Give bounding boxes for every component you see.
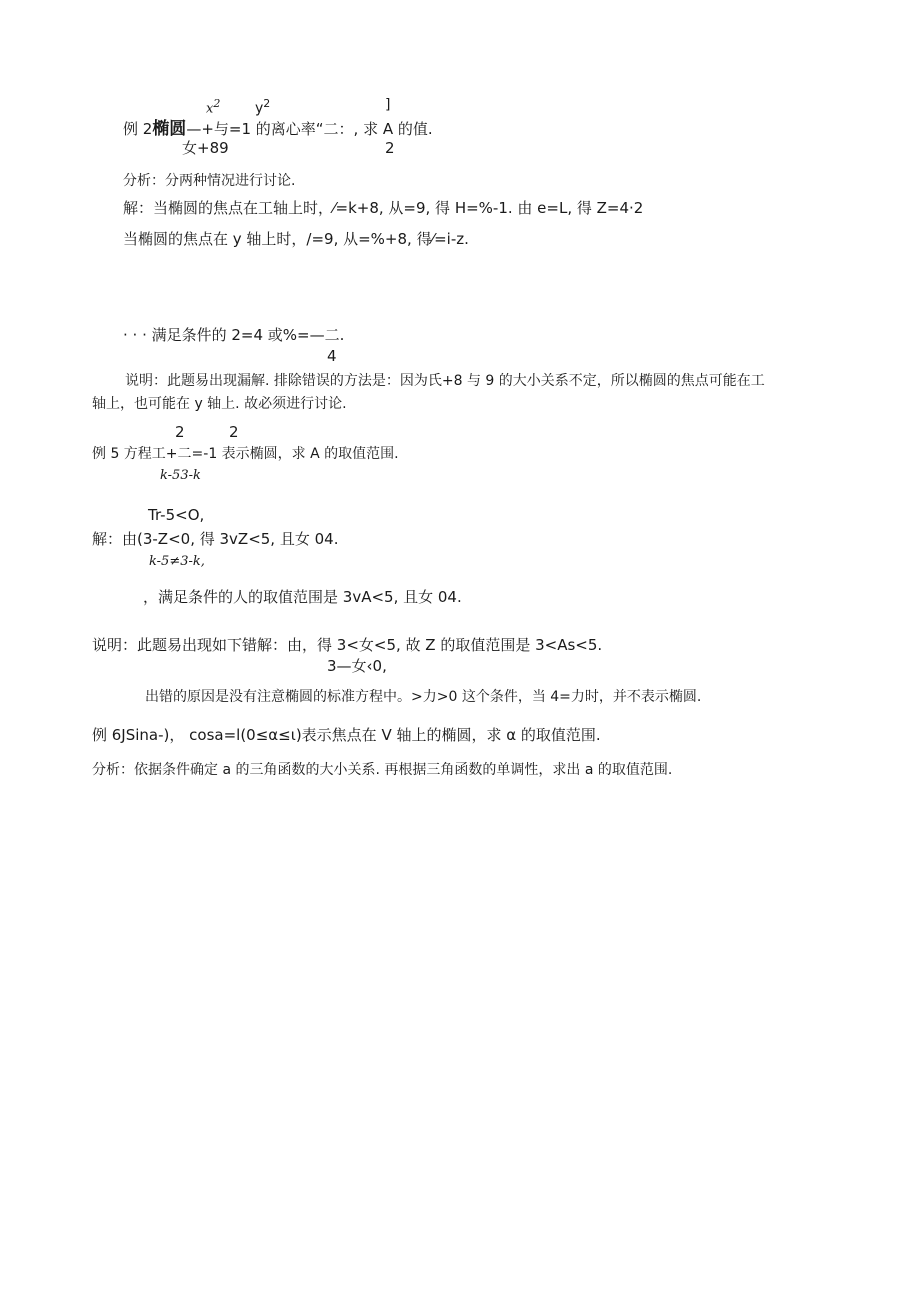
example-2-conclusion: · · · 满足条件的 2=4 或%=—二.: [123, 326, 345, 344]
example-5-system-line2: 解：由(3-Z<0, 得 3vZ<5, 且女 04.: [92, 530, 339, 548]
example-2-solution-2: 当椭圆的焦点在 y 轴上时，/=9, 从=%+8, 得⁄=i-z.: [123, 230, 469, 248]
example-5-top-2b: 2: [229, 423, 239, 441]
formula-bracket: ]: [385, 97, 391, 113]
example-2-text: —+与=1 的离心率“二：, 求 A 的值.: [186, 120, 433, 138]
example-5-conclusion: ，满足条件的人的取值范围是 3vA<5, 且女 04.: [143, 588, 462, 606]
formula-x-exp: 2: [213, 97, 221, 110]
formula-y: y: [255, 100, 264, 117]
example-5-note-line2: 3—女‹0,: [327, 657, 387, 675]
example-5-top-2a: 2: [175, 423, 185, 441]
example-5-note-line3: 出错的原因是没有注意椭圆的标准方程中。>力>0 这个条件，当 4=力时，并不表示椭圆.: [145, 689, 702, 705]
example-6-analysis: 分析：依据条件确定 a 的三角函数的大小关系. 再根据三角函数的单调性，求出 a 的取值范围.: [92, 762, 673, 778]
example-2-solution-1: 解：当椭圆的焦点在工轴上时，⁄=k+8, 从=9, 得 H=%-1. 由 e=L, 得 Z=4·2: [123, 199, 644, 217]
formula-x: x: [206, 101, 214, 117]
example-2-title: 椭圆: [152, 119, 187, 139]
example-2-line: [123, 120, 433, 139]
example-2-note-line1: 说明：此题易出现漏解. 排除错误的方法是：因为氏+8 与 9 的大小关系不定，所以椭圆的焦点可能在工: [125, 373, 765, 389]
example-2-conclusion-denominator: 4: [327, 347, 337, 365]
formula-y-squared: [255, 95, 270, 118]
example-5-system-line3: k-5≠3-k,: [149, 554, 205, 569]
formula-x-squared: [206, 95, 220, 118]
example-6-text: 例 6JSina-)， cosa=l(0≤α≤ι)表示焦点在 V 轴上的椭圆，求 α 的取值范围.: [92, 726, 601, 744]
example-2-note-line2: 轴上，也可能在 y 轴上. 故必须进行讨论.: [92, 396, 347, 412]
example-2-label: 例 2: [123, 120, 153, 138]
example-5-denominators: k-53-k: [160, 468, 201, 483]
example-2-analysis: 分析：分两种情况进行讨论.: [123, 173, 296, 189]
example-2-denominator-right: 2: [385, 139, 395, 157]
example-2-denominator: 女+89: [182, 139, 229, 157]
formula-y-exp: 2: [263, 97, 271, 110]
example-5-note-line1: 说明：此题易出现如下错解：由，得 3<女<5, 故 Z 的取值范围是 3<As<5.: [92, 636, 603, 654]
example-5-system-line1: Tr-5<O,: [148, 506, 205, 524]
example-5-text: 例 5 方程工+二=-1 表示椭圆，求 A 的取值范围.: [92, 446, 399, 462]
